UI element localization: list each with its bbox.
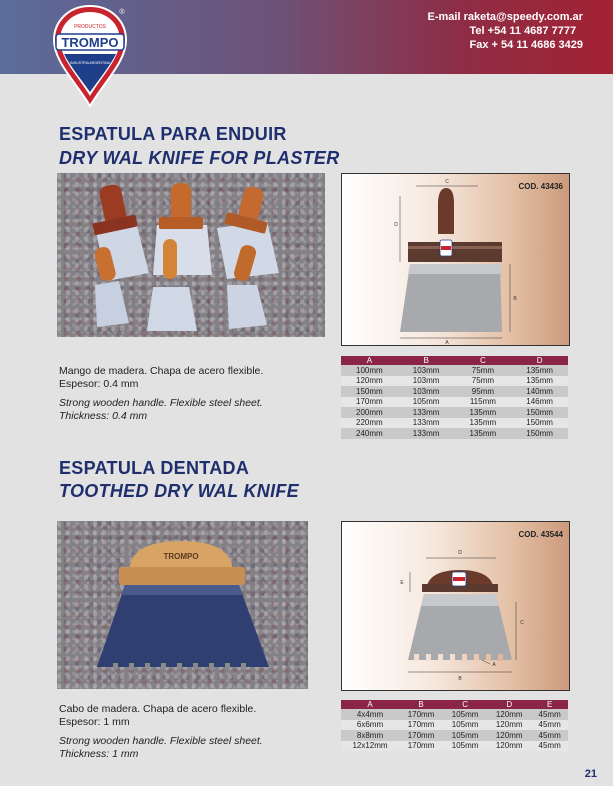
section1-title-en: DRY WAL KNIFE FOR PLASTER [59, 148, 340, 168]
table-row [341, 741, 568, 752]
column-header: D [511, 356, 568, 365]
table-cell: 103mm [398, 376, 455, 387]
section1-table-header [341, 356, 568, 365]
table-cell: 170mm [399, 741, 443, 752]
section2-desc-es-1: Cabo de madera. Chapa de acero flexible. [59, 703, 257, 715]
section1-dim-b: B [513, 296, 517, 302]
registered-mark: ® [119, 9, 125, 16]
section2-desc-en-2: Thickness: 1 mm [59, 748, 139, 760]
table-cell: 45mm [531, 709, 568, 720]
table-cell: 120mm [487, 741, 531, 752]
table-cell: 140mm [511, 386, 568, 397]
toothed-knife-illustration [57, 521, 308, 689]
column-header: B [398, 356, 455, 365]
section2-product-photo [57, 521, 308, 689]
table-cell: 75mm [455, 376, 512, 387]
table-cell: 105mm [443, 741, 487, 752]
section2-table-header [341, 700, 568, 709]
table-cell: 133mm [398, 407, 455, 418]
table-cell: 135mm [511, 376, 568, 387]
table-row [341, 730, 568, 741]
section2-desc-en-1: Strong wooden handle. Flexible steel sheet. [59, 735, 263, 747]
section2-dim-a: A [492, 662, 496, 668]
plaster-knives-illustration [57, 173, 325, 337]
section1-product-photo [57, 173, 325, 337]
table-row [341, 397, 568, 408]
section2-dim-d: D [458, 550, 462, 556]
section1-dim-d: D [394, 222, 398, 228]
table-cell: 133mm [398, 418, 455, 429]
logo-text: TROMPO [61, 35, 119, 50]
table-cell: 120mm [487, 709, 531, 720]
table-cell: 150mm [511, 428, 568, 439]
table-cell: 105mm [443, 720, 487, 731]
column-header: D [487, 700, 531, 709]
contact-fax: Fax + 54 11 4686 3429 [469, 39, 583, 51]
table-row [341, 376, 568, 387]
section2-code: COD. 43544 [518, 530, 563, 539]
table-cell: 146mm [511, 397, 568, 408]
table-row [341, 709, 568, 720]
table-cell: 103mm [398, 386, 455, 397]
table-cell: 120mm [487, 730, 531, 741]
section1-dim-a: A [445, 340, 449, 345]
table-cell: 170mm [341, 397, 398, 408]
section2-spec-table [341, 700, 568, 751]
section1-desc-es-2: Espesor: 0.4 mm [59, 378, 139, 390]
plaster-knife-diagram [342, 174, 569, 345]
contact-block [428, 10, 583, 52]
table-row [341, 720, 568, 731]
table-cell: 105mm [443, 730, 487, 741]
table-cell: 75mm [455, 365, 512, 376]
section1-dim-c: C [445, 179, 449, 185]
section1-desc-en-1: Strong wooden handle. Flexible steel sheet. [59, 397, 263, 409]
table-cell: 103mm [398, 365, 455, 376]
toothed-knife-diagram [342, 522, 569, 690]
table-cell: 105mm [398, 397, 455, 408]
table-cell: 135mm [511, 365, 568, 376]
section2-dim-b: B [458, 676, 462, 682]
table-cell: 135mm [455, 418, 512, 429]
table-cell: 95mm [455, 386, 512, 397]
table-cell: 170mm [399, 730, 443, 741]
section2-handle-text: TROMPO [163, 552, 199, 561]
table-cell: 170mm [399, 720, 443, 731]
trompo-logo [52, 4, 128, 108]
table-cell: 100mm [341, 365, 398, 376]
table-cell: 135mm [455, 407, 512, 418]
column-header: A [341, 356, 398, 365]
table-cell: 150mm [341, 386, 398, 397]
table-cell: 8x8mm [341, 730, 399, 741]
logo-top-text: PRODUCTOS [74, 24, 106, 30]
table-cell: 45mm [531, 741, 568, 752]
table-cell: 4x4mm [341, 709, 399, 720]
table-cell: 105mm [443, 709, 487, 720]
section1-spec-table [341, 356, 568, 439]
section2-title-es: ESPATULA DENTADA [59, 458, 250, 478]
logo-bottom-text: INDUSTRIA ARGENTINA [70, 61, 110, 65]
table-row [341, 428, 568, 439]
table-row [341, 386, 568, 397]
table-cell: 133mm [398, 428, 455, 439]
table-row [341, 407, 568, 418]
section2-dim-c: C [520, 620, 524, 626]
column-header: C [455, 356, 512, 365]
section2-dim-e: E [400, 580, 404, 586]
table-cell: 120mm [341, 376, 398, 387]
table-cell: 240mm [341, 428, 398, 439]
table-cell: 45mm [531, 730, 568, 741]
section2-title-en: TOOTHED DRY WAL KNIFE [59, 481, 299, 501]
section1-description [59, 365, 263, 423]
section1-title-es: ESPATULA PARA ENDUIR [59, 124, 287, 144]
section2-technical-drawing [341, 521, 570, 691]
section2-desc-es-2: Espesor: 1 mm [59, 716, 130, 728]
table-cell: 12x12mm [341, 741, 399, 752]
table-cell: 170mm [399, 709, 443, 720]
section2-description [59, 703, 263, 761]
table-row [341, 418, 568, 429]
section1-code: COD. 43436 [518, 182, 563, 191]
section1-desc-es-1: Mango de madera. Chapa de acero flexible. [59, 365, 264, 377]
section1-desc-en-2: Thickness: 0.4 mm [59, 410, 148, 422]
table-cell: 150mm [511, 407, 568, 418]
column-header: A [341, 700, 399, 709]
column-header: C [443, 700, 487, 709]
contact-email: E-mail raketa@speedy.com.ar [427, 11, 583, 23]
column-header: E [531, 700, 568, 709]
table-cell: 120mm [487, 720, 531, 731]
column-header: B [399, 700, 443, 709]
page-number: 21 [584, 768, 597, 780]
table-cell: 220mm [341, 418, 398, 429]
contact-tel: Tel +54 11 4687 7777 [469, 25, 577, 37]
table-cell: 135mm [455, 428, 512, 439]
section1-technical-drawing [341, 173, 570, 346]
table-cell: 45mm [531, 720, 568, 731]
table-cell: 115mm [455, 397, 512, 408]
table-cell: 6x6mm [341, 720, 399, 731]
table-cell: 200mm [341, 407, 398, 418]
table-row [341, 365, 568, 376]
table-cell: 150mm [511, 418, 568, 429]
